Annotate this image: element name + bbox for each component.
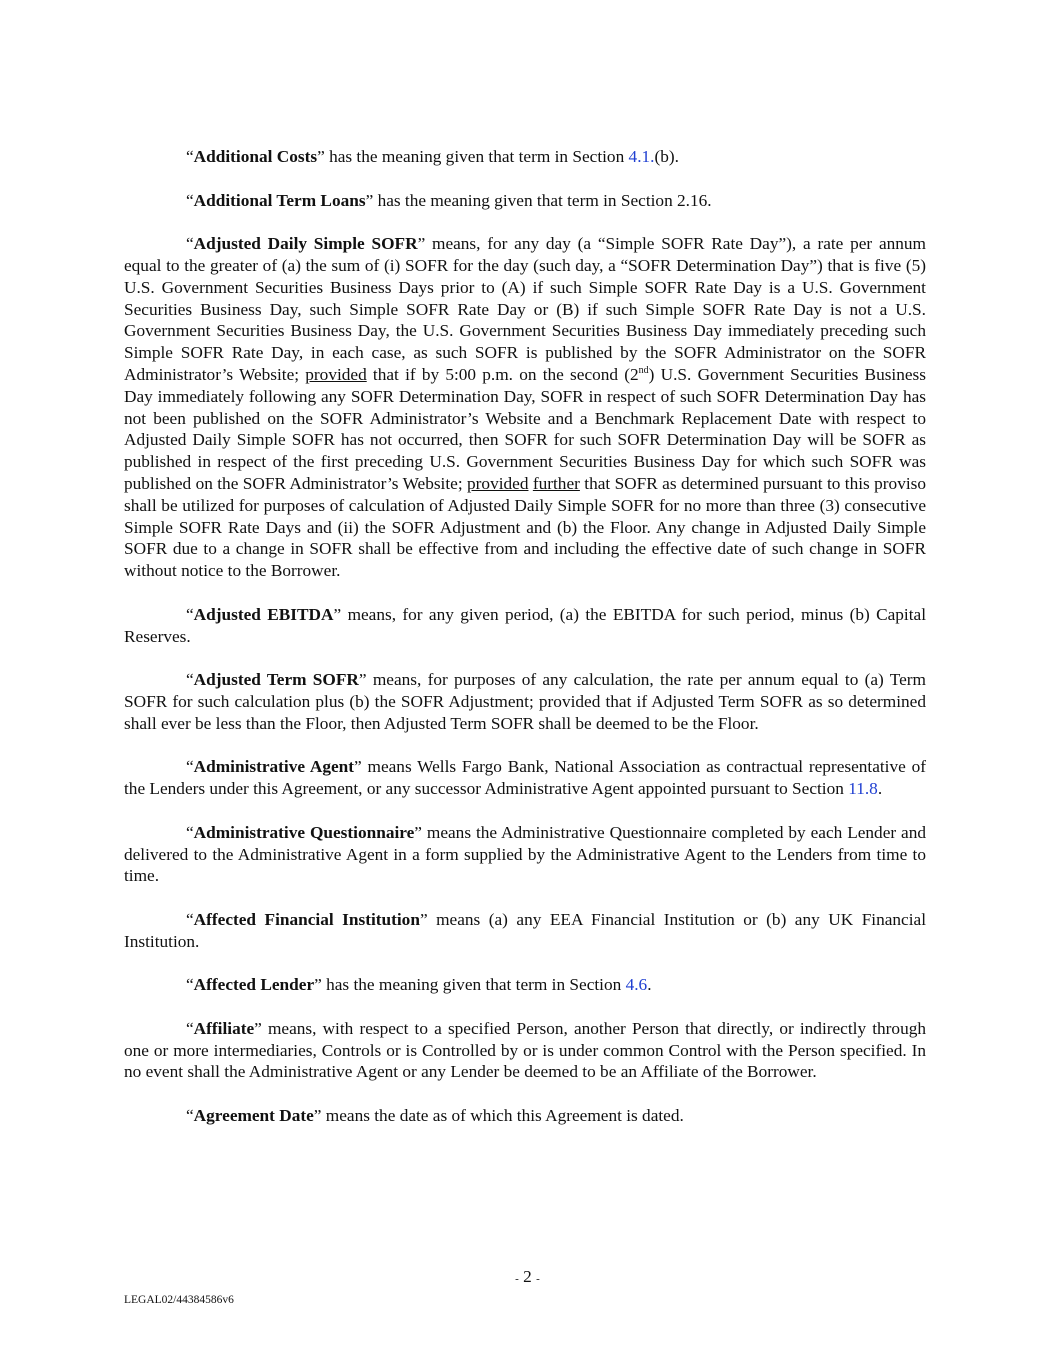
definition-affected-financial-institution: “Affected Financial Institution” means (a) any EEA Financial Institution or (b) any UK Financial Institution. <box>124 909 926 951</box>
page-number: - 2 - <box>515 1267 540 1286</box>
definitions-list <box>124 146 926 1149</box>
definition-administrative-agent: “Administrative Agent” means Wells Fargo Bank, National Association as contractual representative of the Lenders under this Agreement, or any successor Administrative Agent appointed pursuant to Section 11.8. <box>124 757 926 799</box>
section-link-4-6[interactable]: 4.6 <box>625 975 648 995</box>
defined-term: Additional Term Loans <box>193 190 366 210</box>
definition-administrative-questionnaire: “Administrative Questionnaire” means the Administrative Questionnaire completed by each Lender and delivered to the Administrative Agent in a form supplied by the Administrative Agent to the Lenders from time to time. <box>124 822 927 886</box>
defined-term: Affected Financial Institution <box>193 909 420 929</box>
definition-affiliate: “Affiliate” means, with respect to a specified Person, another Person that directly, or indirectly through one or more intermediaries, Controls or is Controlled by or is under common Control with the Person specified. In no event shall the Administrative Agent or any Lender be deemed to be an Affiliate of the Borrower. <box>124 1018 926 1082</box>
defined-term: Administrative Questionnaire <box>193 822 415 842</box>
ordinal-superscript: nd <box>638 365 649 377</box>
document-id: LEGAL02/44384586v6 <box>124 1294 234 1306</box>
defined-term: Agreement Date <box>193 1106 314 1126</box>
definition-additional-costs: “Additional Costs” has the meaning given that term in Section 4.1.(b). <box>186 147 679 166</box>
definition-additional-term-loans: “Additional Term Loans” has the meaning given that term in Section 2.16. <box>186 190 712 210</box>
section-link-4-1[interactable]: 4.1. <box>628 147 655 166</box>
provided-underlined: provided <box>467 473 529 493</box>
defined-term: Adjusted Daily Simple SOFR <box>193 234 418 254</box>
definition-agreement-date: “Agreement Date” means the date as of which this Agreement is dated. <box>186 1106 684 1126</box>
defined-term: Administrative Agent <box>193 757 355 777</box>
section-link-11-8[interactable]: 11.8 <box>848 779 878 799</box>
defined-term: Adjusted EBITDA <box>193 604 334 624</box>
defined-term: Adjusted Term SOFR <box>193 670 359 690</box>
definition-adjusted-term-sofr: “Adjusted Term SOFR” means, for purposes of any calculation, the rate per annum equal to (a) Term SOFR for such calculation plus (b) the SOFR Adjustment; provided that if Adjusted Term SOFR as so determined shall ever be less than the Floor, then Adjusted Term SOFR shall be deemed to be the Floor. <box>124 670 926 733</box>
defined-term: Affected Lender <box>193 975 315 995</box>
defined-term: Affiliate <box>193 1018 255 1038</box>
definition-adjusted-ebitda: “Adjusted EBITDA” means, for any given period, (a) the EBITDA for such period, minus (b) Capital Reserves. <box>124 604 927 646</box>
defined-term: Additional Costs <box>193 147 318 166</box>
provided-underlined: provided <box>305 364 367 384</box>
further-underlined: further <box>532 473 580 493</box>
definition-adjusted-daily-simple-sofr: “Adjusted Daily Simple SOFR” means, for any day (a “Simple SOFR Rate Day”), a rate per annum equal to the greater of (a) the sum of (i) SOFR for the day (such day, a “SOFR Determination Day”) that is five (5) U.S. Government Securities Business Days prior to (A) if such Simple SOFR Rate Day is a U.S. Government Securities Business Day, such Simple SOFR Rate Day or (B) if such Simple SOFR Rate Day is not a U.S. Government Securities Business Day, the U.S. Government Securities Business Day immediately preceding such Simple SOFR Rate Day, in each case, as such SOFR is published by the SOFR Administrator on the SOFR Administrator’s Website; provided that if by 5:00 p.m. on the second (2nd) U.S. Government Securities Business Day immediately following any SOFR Determination Day, SOFR in respect of such SOFR Determination Day has not been published on the SOFR Administrator’s Website and a Benchmark Replacement Date with respect to Adjusted Daily Simple SOFR has not occurred, then SOFR for such SOFR Determination Day will be SOFR as published in respect of the first preceding U.S. Government Securities Business Day for which such SOFR was published on the SOFR Administrator’s Website; provided further that SOFR as determined pursuant to this proviso shall be utilized for purposes of calculation of Adjusted Daily Simple SOFR for no more than three (3) consecutive Simple SOFR Rate Days and (ii) the SOFR Adjustment and (b) the Floor. Any change in Adjusted Daily Simple SOFR due to a change in SOFR shall be effective from and including the effective date of such change in SOFR without notice to the Borrower. <box>124 234 926 581</box>
definition-affected-lender: “Affected Lender” has the meaning given that term in Section 4.6. <box>186 975 652 995</box>
